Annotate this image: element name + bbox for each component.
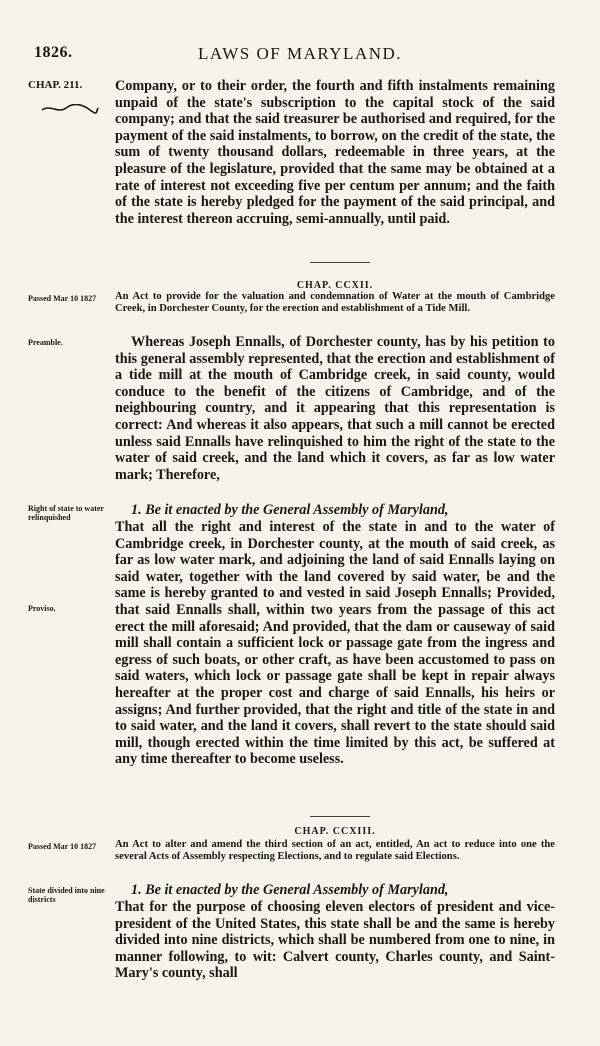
passed-note: Passed Mar 10 1827	[28, 294, 97, 303]
enacting-clause: 1. Be it enacted by the General Assembly of Maryland,	[131, 502, 449, 518]
page-header	[30, 44, 570, 68]
chap211-text: Company, or to their order, the fourth and fifth instalments remaining unpaid of the state's subscription to the capital stock of the said company; and that the said treasurer be authorised and required, for the payment of the said instalments, to borrow, on the credit of the state, the sum of twenty thousand dollars, redeemable in three years, at the pleasure of the legislature, provided that the same may be obtained at a rate of interest not exceeding five per centum per annum; and the faith of the state is hereby pledged for the payment of the said principal, and the interest thereon accruing, semi-annually, until paid.	[115, 78, 555, 227]
section-text: That all the right and interest of the state in and to the water of Cambridge creek, in Dorchester county, at the mouth of said creek, as far as low water mark, and adjoining the land of said Ennalls laying on said water, together with the land covered by said water, be and the same is hereby granted to and vested in said Joseph Ennalls; Provided, that said Ennalls shall, within two years from the passage of this act erect the mill aforesaid; And provided, that the dam or causeway of said mill shall contain a sufficient lock or passage gate from the ingress and egress of such boats, or other craft, as have been accustomed to pass on said waters, which lock or passage gate shall be kept in repair always hereafter at the proper cost and charge of said Ennalls, his heirs or assigns; And further provided, that the right and title of the state in and to said water, and the land it covers, shall revert to the state should said mill, though erected within the time limited by this act, be suffered at any time thereafter to become useless.	[115, 519, 555, 768]
section-rule	[310, 262, 370, 263]
section-lead	[115, 502, 555, 519]
districts-note: State divided into nine districts	[28, 886, 105, 904]
flourish-ornament	[40, 104, 100, 114]
chapter-label: CHAP. 211.	[28, 79, 83, 91]
page-year: 1826.	[34, 44, 73, 61]
page-title: LAWS OF MARYLAND.	[197, 44, 403, 63]
chapter-heading: CHAP. CCXII.	[296, 280, 374, 291]
right-of-state-note: Right of state to water relinquished	[28, 504, 104, 522]
preamble-note: Preamble.	[28, 338, 63, 347]
section-rule	[310, 816, 370, 817]
enacting-clause: 1. Be it enacted by the General Assembly of Maryland,	[131, 882, 449, 898]
act-title: An Act to provide for the valuation and condemnation of Water at the mouth of Cambridge Creek, in Dorchester County, for the erection and establishment of a Tide Mill.	[115, 291, 555, 315]
section-lead	[115, 882, 555, 899]
passed-note: Passed Mar 10 1827	[28, 842, 97, 851]
act-title: An Act to alter and amend the third section of an act, entitled, An act to reduce into one the several Acts of Assembly respecting Elections, and to regulate said Elections.	[115, 839, 555, 863]
preamble-text: Whereas Joseph Ennalls, of Dorchester county, has by his petition to this general assembly represented, that the erection and establishment of a tide mill at the mouth of Cambridge creek, in said county, would conduce to the benefit of the citizens of Cambridge, and of the neighbouring country, and it appearing that this representation is correct: And whereas it also appears, that such a mill cannot be erected unless said Ennalls have relinquished to him the right of the state to the water of said creek, and the land which it covers, as far as low water mark; Therefore,	[115, 334, 555, 483]
chapter-heading: CHAP. CCXIII.	[294, 826, 376, 837]
section-text: That for the purpose of choosing eleven electors of president and vice-president of the United States, this state shall be and the same is hereby divided into nine districts, which shall be numbered from one to nine, in manner following, to wit: Calvert county, Charles county, and Saint-Mary's county, shall	[115, 899, 555, 982]
proviso-note: Proviso.	[28, 604, 56, 613]
